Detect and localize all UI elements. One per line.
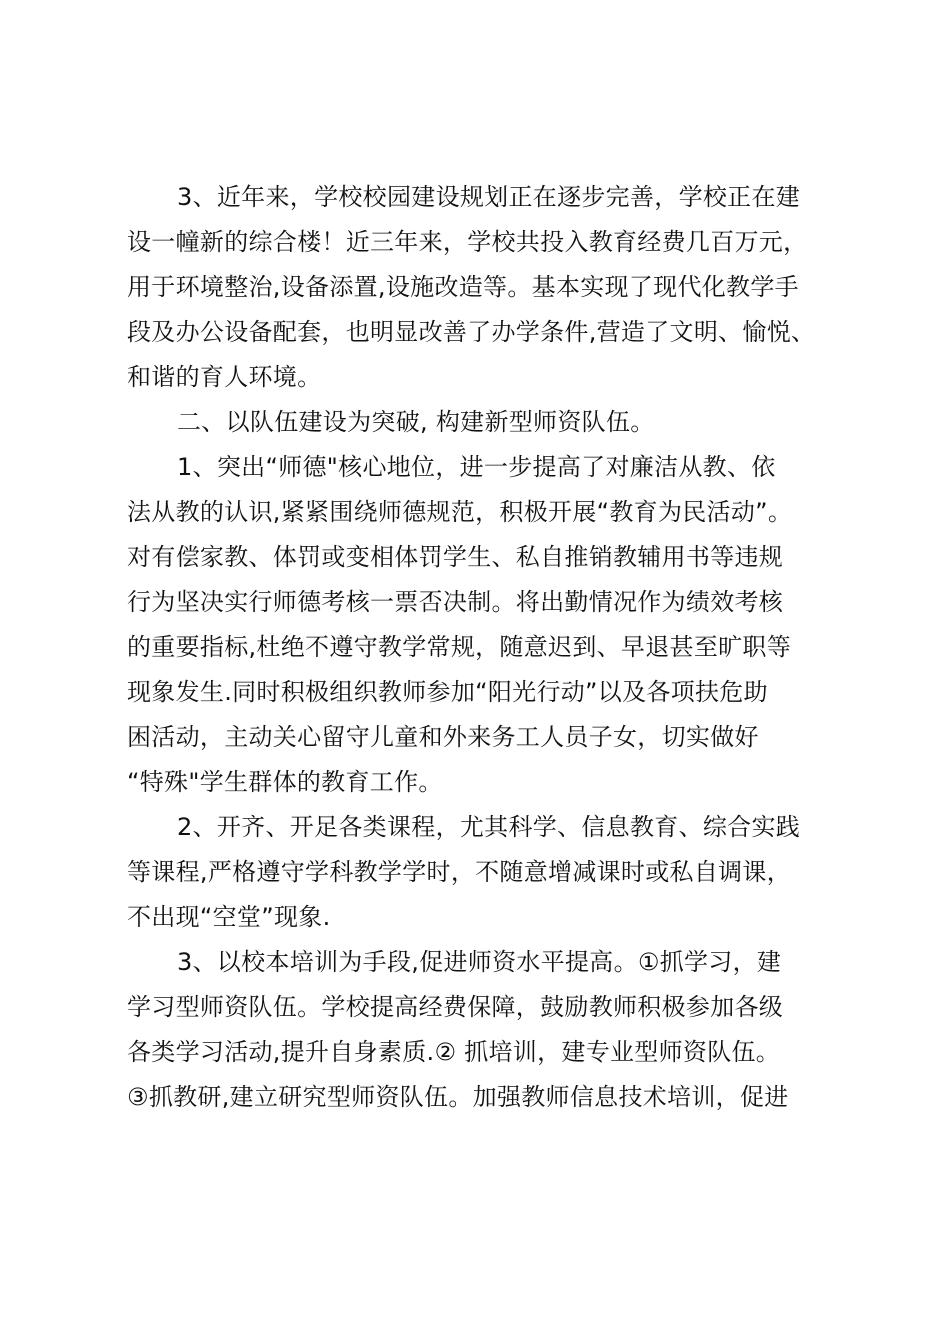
paragraph-line: 段及办公设备配套，也明显改善了办学条件,营造了文明、愉悦、: [127, 318, 816, 346]
paragraph-line: 3、近年来，学校校园建设规划正在逐步完善，学校正在建: [177, 183, 801, 211]
paragraph-line: 设一幢新的综合楼！近三年来，学校共投入教育经费几百万元，: [127, 228, 808, 256]
paragraph-line: 2、开齐、开足各类课程，尤其科学、信息教育、综合实践: [177, 813, 801, 841]
paragraph-line: ③抓教研,建立研究型师资队伍。加强教师信息技术培训，促进: [127, 1083, 789, 1111]
paragraph-line: 用于环境整治,设备添置,设施改造等。基本实现了现代化教学手: [127, 273, 799, 301]
paragraph-line: 对有偿家教、体罚或变相体罚学生、私自推销教辅用书等违规: [127, 543, 784, 571]
paragraph-line: 的重要指标,杜绝不遵守教学常规，随意迟到、早退甚至旷职等: [127, 633, 792, 661]
paragraph-line: 学习型师资队伍。学校提高经费保障，鼓励教师积极参加各级: [127, 993, 784, 1021]
paragraph-line: 现象发生.同时积极组织教师参加“阳光行动”以及各项扶危助: [127, 678, 768, 706]
paragraph-line: 行为坚决实行师德考核一票否决制。将出勤情况作为绩效考核: [127, 588, 784, 616]
paragraph-line: 各类学习活动,提升自身素质.② 抓培训，建专业型师资队伍。: [127, 1038, 781, 1066]
paragraph-line: 困活动，主动关心留守儿童和外来务工人员子女，切实做好: [127, 723, 759, 751]
paragraph-line: “特殊"学生群体的教育工作。: [127, 768, 443, 796]
paragraph-line: 和谐的育人环境。: [127, 363, 322, 391]
paragraph-line: 1、突出“师德"核心地位，进一步提高了对廉洁从教、依: [177, 453, 776, 481]
paragraph-line: 不出现“空堂”现象.: [127, 903, 331, 931]
paragraph-line: 法从教的认识,紧紧围绕师德规范，积极开展“教育为民活动”。: [127, 498, 793, 526]
section-heading: 二、以队伍建设为突破, 构建新型师资队伍。: [177, 408, 655, 436]
paragraph-line: 3、以校本培训为手段,促进师资水平提高。①抓学习，建: [177, 948, 782, 976]
paragraph-line: 等课程,严格遵守学科教学学时，不随意增减课时或私自调课，: [127, 858, 792, 886]
document-body: [127, 175, 832, 1120]
